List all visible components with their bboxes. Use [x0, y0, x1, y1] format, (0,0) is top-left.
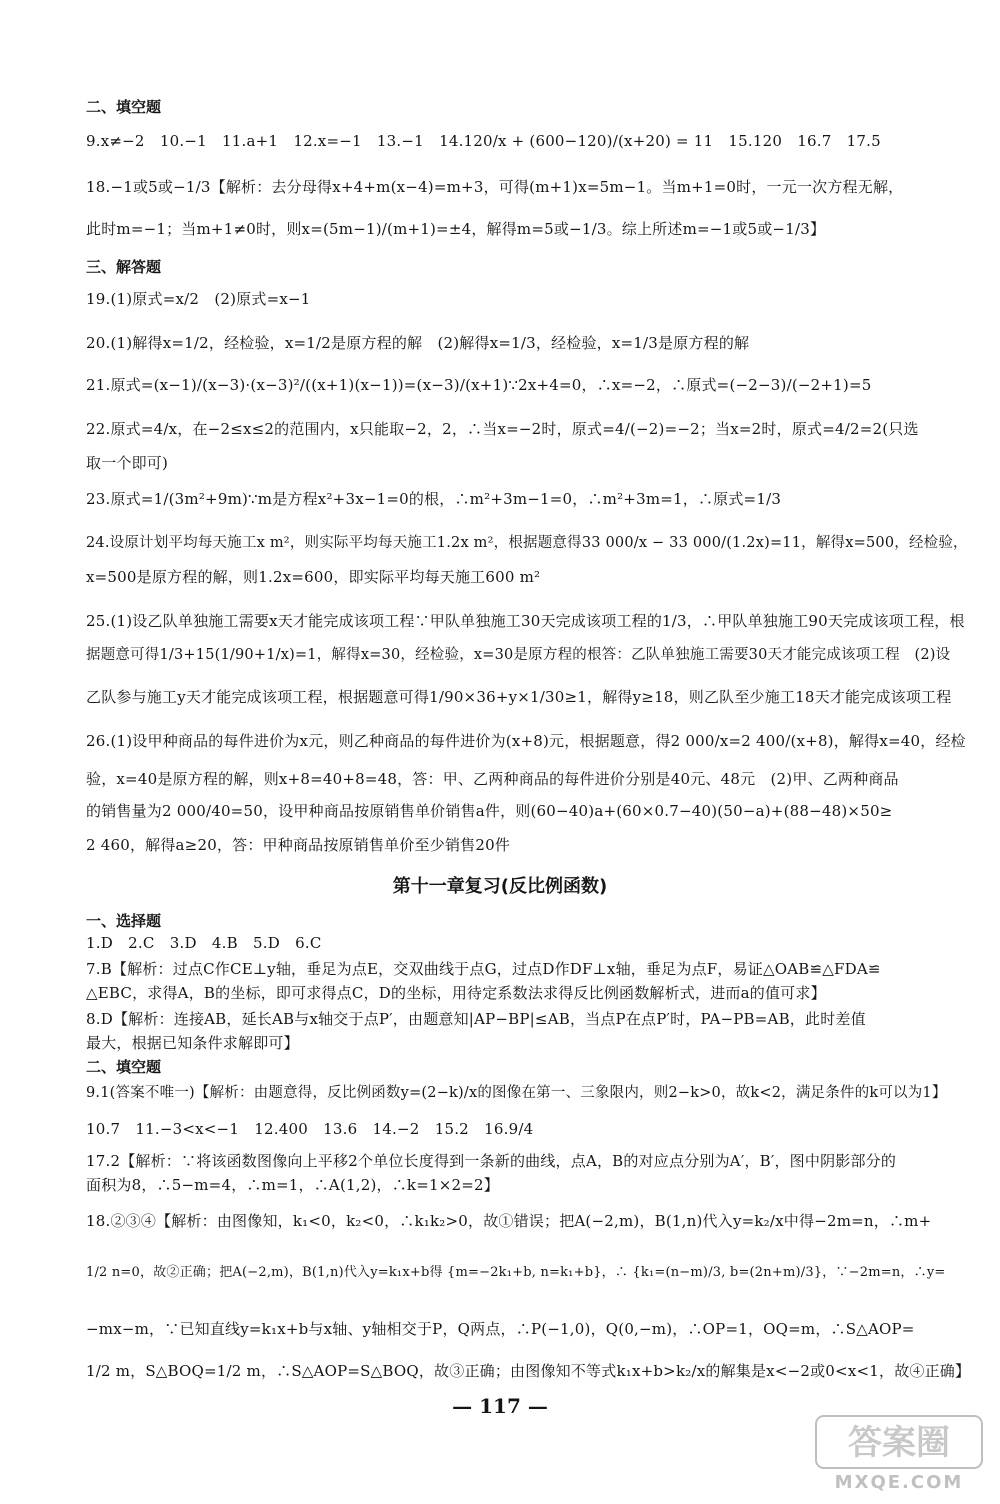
- section-heading-fill-blank: 二、填空题: [86, 1058, 162, 1076]
- answer-line: 22.原式=4/x，在−2≤x≤2的范围内，x只能取−2，2，∴当x=−2时，原式=4/(−2)=−2；当x=2时，原式=4/2=2(只选: [86, 420, 919, 438]
- answer-line: 8.D【解析：连接AB，延长AB与x轴交于点P′，由题意知|AP−BP|≤AB，当点P在点P′时，PA−PB=AB，此时差值: [86, 1010, 866, 1028]
- section-heading-fill-blank: 二、填空题: [86, 98, 162, 116]
- answer-line: 乙队参与施工y天才能完成该项工程，根据题意可得1/90×36+y×1/30≥1，解得y≥18，则乙队至少施工18天才能完成该项工程: [86, 688, 952, 706]
- answer-line: 9.1(答案不唯一)【解析：由题意得，反比例函数y=(2−k)/x的图像在第一、三象限内，则2−k>0，故k<2，满足条件的k可以为1】: [86, 1085, 947, 1101]
- answer-line: 取一个即可): [86, 454, 169, 472]
- answer-line: 1/2 m，S△BOQ=1/2 m，∴S△AOP=S△BOQ，故③正确；由图像知不等式k₁x+b>k₂/x的解集是x<−2或0<x<1，故④正确】: [86, 1362, 971, 1380]
- answer-line: 据题意可得1/3+15(1/90+1/x)=1，解得x=30，经检验，x=30是原方程的根答：乙队单独施工需要30天才能完成该项工程 (2)设: [86, 647, 951, 663]
- answer-line: 21.原式=(x−1)/(x−3)·(x−3)²/((x+1)(x−1))=(x−3)/(x+1)∵2x+4=0，∴x=−2，∴原式=(−2−3)/(−2+1)=5: [86, 376, 872, 394]
- answer-line: 10.7 11.−3<x<−1 12.400 13.6 14.−2 15.2 16.9/4: [86, 1120, 534, 1138]
- answer-line: 19.(1)原式=x/2 (2)原式=x−1: [86, 290, 311, 308]
- answer-line: 23.原式=1/(3m²+9m)∵m是方程x²+3x−1=0的根，∴m²+3m−1=0，∴m²+3m=1，∴原式=1/3: [86, 490, 782, 508]
- answer-line: 2 460，解得a≥20，答：甲种商品按原销售单价至少销售20件: [86, 836, 511, 854]
- answer-line: 面积为8，∴5−m=4，∴m=1，∴A(1,2)，∴k=1×2=2】: [86, 1176, 499, 1194]
- answer-line: 24.设原计划平均每天施工x m²，则实际平均每天施工1.2x m²，根据题意得33 000/x − 33 000/(1.2x)=11，解得x=500，经检验，: [86, 535, 968, 551]
- answer-line: 20.(1)解得x=1/2，经检验，x=1/2是原方程的解 (2)解得x=1/3，经检验，x=1/3是原方程的解: [86, 334, 750, 352]
- answer-line: 17.2【解析：∵将该函数图像向上平移2个单位长度得到一条新的曲线，点A，B的对应点分别为A′，B′，图中阴影部分的: [86, 1152, 897, 1170]
- section-heading-multiple-choice: 一、选择题: [86, 912, 162, 930]
- answer-line: 验，x=40是原方程的解，则x+8=40+8=48，答：甲、乙两种商品的每件进价分别是40元、48元 (2)甲、乙两种商品: [86, 770, 899, 788]
- answer-line: 的销售量为2 000/40=50，设甲种商品按原销售单价销售a件，则(60−40)a+(60×0.7−40)(50−a)+(88−48)×50≥: [86, 802, 893, 820]
- answer-line: 此时m=−1；当m+1≠0时，则x=(5m−1)/(m+1)=±4，解得m=5或−1/3。综上所述m=−1或5或−1/3】: [86, 220, 826, 238]
- answer-line: −mx−m，∵已知直线y=k₁x+b与x轴、y轴相交于P，Q两点，∴P(−1,0)，Q(0,−m)，∴OP=1，OQ=m，∴S△AOP=: [86, 1320, 915, 1338]
- answer-line: x=500是原方程的解，则1.2x=600，即实际平均每天施工600 m²: [86, 568, 541, 586]
- watermark-title: 答案圈: [848, 1423, 950, 1463]
- answer-line: 9.x≠−2 10.−1 11.a+1 12.x=−1 13.−1 14.120/x + (600−120)/(x+20) = 11 15.120 16.7 17.5: [86, 132, 881, 150]
- answer-line: 25.(1)设乙队单独施工需要x天才能完成该项工程∵甲队单独施工30天完成该项工程的1/3，∴甲队单独施工90天完成该项工程，根: [86, 612, 965, 630]
- answer-line: △EBC，求得A，B的坐标，即可求得点C，D的坐标，用待定系数法求得反比例函数解析式，进而a的值可求】: [86, 984, 826, 1002]
- chapter-title: 第十一章复习(反比例函数): [392, 876, 608, 897]
- answer-line: 1.D 2.C 3.D 4.B 5.D 6.C: [86, 934, 322, 952]
- answer-line: 26.(1)设甲种商品的每件进价为x元，则乙种商品的每件进价为(x+8)元，根据题意，得2 000/x=2 400/(x+8)，解得x=40，经检: [86, 732, 966, 750]
- answer-line: 18.②③④【解析：由图像知，k₁<0，k₂<0，∴k₁k₂>0，故①错误；把A(−2,m)，B(1,n)代入y=k₂/x中得−2m=n，∴m+: [86, 1212, 932, 1230]
- answer-line: 1/2 n=0，故②正确；把A(−2,m)，B(1,n)代入y=k₁x+b得 {m=−2k₁+b, n=k₁+b}，∴ {k₁=(n−m)/3, b=(2n+m)/3}，∵−2m=n，∴y=: [86, 1265, 946, 1280]
- answer-line: 最大，根据已知条件求解即可】: [86, 1034, 299, 1052]
- page-number: — 117 —: [452, 1394, 548, 1418]
- answer-line: 18.−1或5或−1/3【解析：去分母得x+4+m(x−4)=m+3，可得(m+1)x=5m−1。当m+1=0时，一元一次方程无解，: [86, 178, 904, 196]
- watermark-logo: [814, 1412, 984, 1494]
- watermark-url: MXQE.COM: [834, 1472, 964, 1493]
- answer-line: 7.B【解析：过点C作CE⊥y轴，垂足为点E，交双曲线于点G，过点D作DF⊥x轴，垂足为点F，易证△OAB≌△FDA≌: [86, 960, 881, 978]
- section-heading-solutions: 三、解答题: [86, 258, 162, 276]
